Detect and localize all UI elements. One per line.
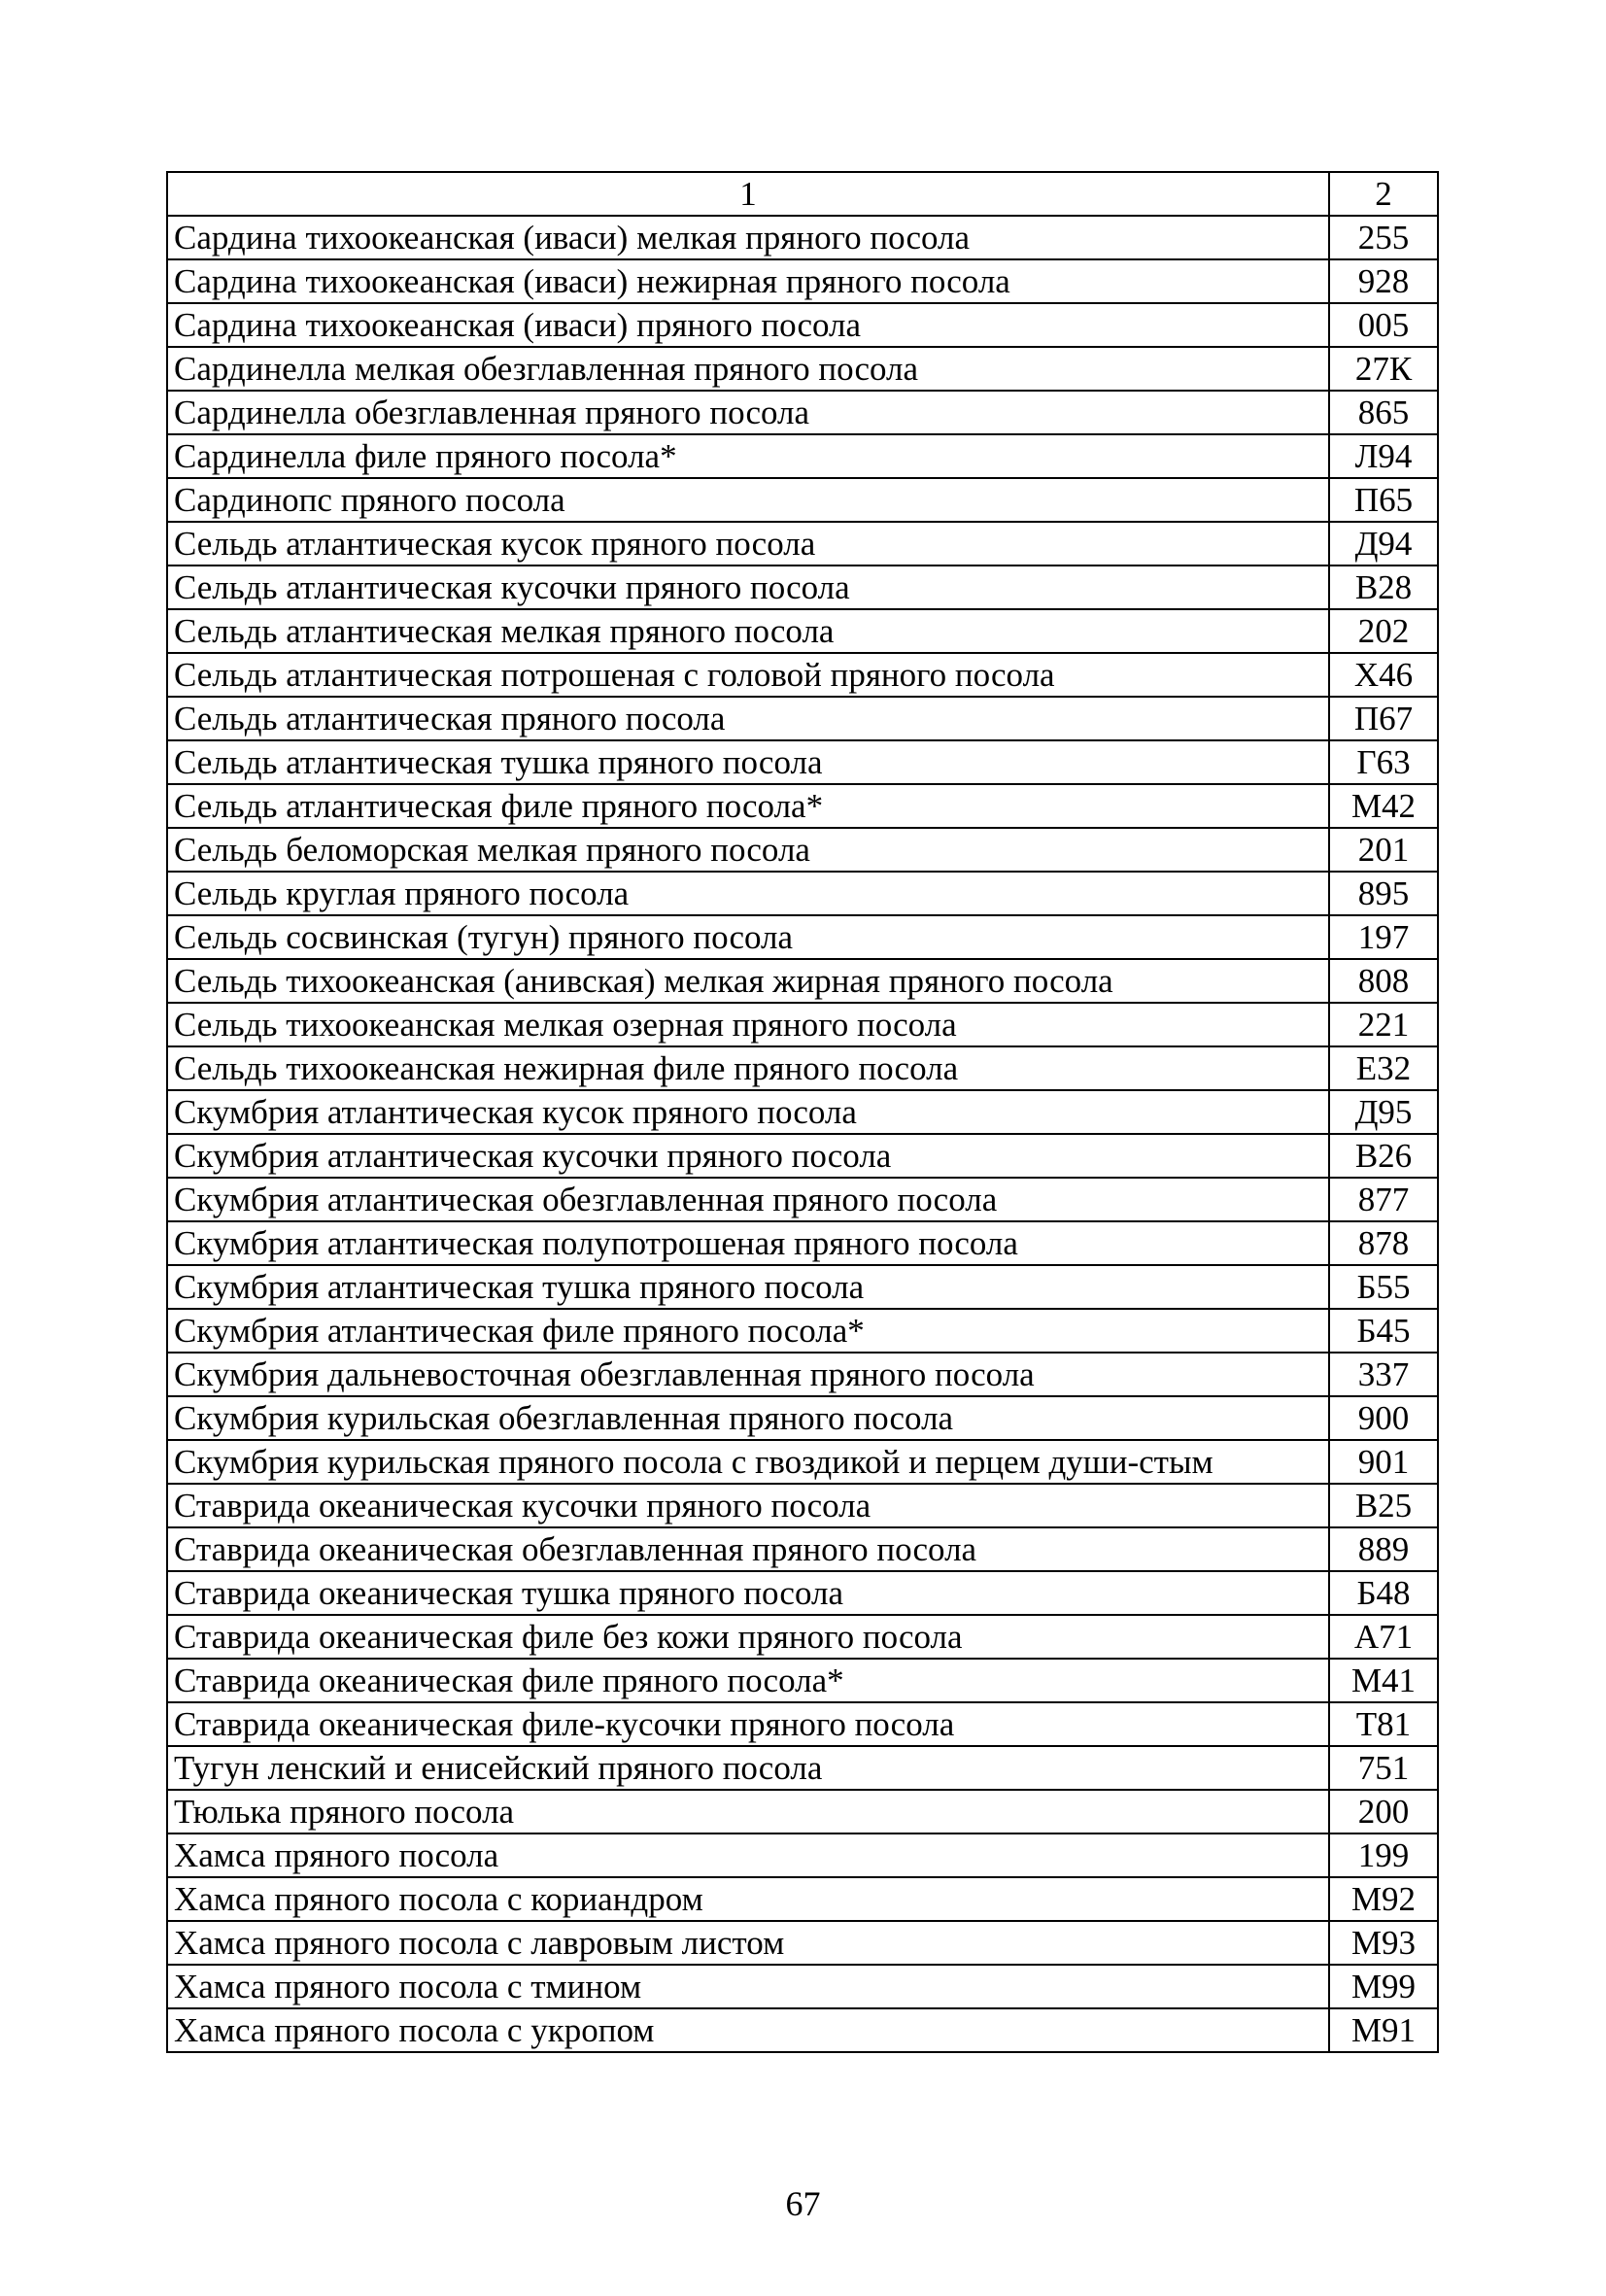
- product-name-cell: Сельдь тихоокеанская нежирная филе пряного посола: [167, 1046, 1329, 1090]
- product-code-cell: 005: [1329, 303, 1438, 347]
- table-row: [167, 1746, 1438, 1790]
- product-code-cell: 27К: [1329, 347, 1438, 391]
- product-code-cell: 808: [1329, 959, 1438, 1003]
- product-code-cell: 900: [1329, 1396, 1438, 1440]
- product-name-cell: Тюлька пряного посола: [167, 1790, 1329, 1833]
- product-code-cell: Х46: [1329, 653, 1438, 697]
- product-name-cell: Скумбрия атлантическая филе пряного посола*: [167, 1309, 1329, 1353]
- table-row: [167, 1003, 1438, 1046]
- table-row: [167, 740, 1438, 784]
- table-row: [167, 915, 1438, 959]
- table-row: [167, 1396, 1438, 1440]
- product-code-cell: П65: [1329, 478, 1438, 522]
- product-name-cell: Сельдь атлантическая филе пряного посола*: [167, 784, 1329, 828]
- table-row: [167, 1440, 1438, 1484]
- product-name-cell: Сельдь атлантическая тушка пряного посола: [167, 740, 1329, 784]
- product-name-cell: Скумбрия атлантическая кусочки пряного посола: [167, 1134, 1329, 1178]
- table-row: [167, 216, 1438, 259]
- table-row: [167, 1090, 1438, 1134]
- product-name-cell: Сардина тихоокеанская (иваси) мелкая пряного посола: [167, 216, 1329, 259]
- product-code-cell: 751: [1329, 1746, 1438, 1790]
- product-name-cell: Ставрида океаническая филе-кусочки пряного посола: [167, 1702, 1329, 1746]
- product-name-cell: Сардина тихоокеанская (иваси) нежирная пряного посола: [167, 259, 1329, 303]
- product-code-cell: 865: [1329, 391, 1438, 434]
- product-code-cell: М91: [1329, 2008, 1438, 2052]
- product-code-cell: Д95: [1329, 1090, 1438, 1134]
- table-row: [167, 478, 1438, 522]
- product-code-cell: Л94: [1329, 434, 1438, 478]
- column-header-1: 1: [167, 172, 1329, 216]
- table-row: [167, 1790, 1438, 1833]
- table-row: [167, 1659, 1438, 1702]
- column-header-2: 2: [1329, 172, 1438, 216]
- product-name-cell: Сельдь тихоокеанская мелкая озерная пряного посола: [167, 1003, 1329, 1046]
- table-row: [167, 1615, 1438, 1659]
- table-row: [167, 1484, 1438, 1527]
- product-name-cell: Ставрида океаническая кусочки пряного посола: [167, 1484, 1329, 1527]
- product-code-cell: П67: [1329, 697, 1438, 740]
- table-row: [167, 434, 1438, 478]
- product-name-cell: Хамса пряного посола: [167, 1833, 1329, 1877]
- product-code-cell: М93: [1329, 1921, 1438, 1965]
- product-name-cell: Скумбрия атлантическая полупотрошеная пряного посола: [167, 1221, 1329, 1265]
- product-code-cell: 337: [1329, 1353, 1438, 1396]
- product-code-cell: 255: [1329, 216, 1438, 259]
- table-row: [167, 1134, 1438, 1178]
- product-name-cell: Тугун ленский и енисейский пряного посола: [167, 1746, 1329, 1790]
- table-header-row: [167, 172, 1438, 216]
- product-name-cell: Хамса пряного посола с лавровым листом: [167, 1921, 1329, 1965]
- product-code-cell: В26: [1329, 1134, 1438, 1178]
- product-code-cell: 901: [1329, 1440, 1438, 1484]
- product-code-cell: М41: [1329, 1659, 1438, 1702]
- product-name-cell: Скумбрия дальневосточная обезглавленная пряного посола: [167, 1353, 1329, 1396]
- table-row: [167, 1178, 1438, 1221]
- page-number: 67: [785, 2184, 821, 2223]
- table-row: [167, 828, 1438, 872]
- table-row: [167, 1571, 1438, 1615]
- table-row: [167, 565, 1438, 609]
- table-row: [167, 872, 1438, 915]
- product-code-cell: 889: [1329, 1527, 1438, 1571]
- table-row: [167, 1309, 1438, 1353]
- table-row: [167, 2008, 1438, 2052]
- product-name-cell: Скумбрия курильская обезглавленная пряного посола: [167, 1396, 1329, 1440]
- product-name-cell: Сельдь атлантическая мелкая пряного посола: [167, 609, 1329, 653]
- product-name-cell: Скумбрия атлантическая обезглавленная пряного посола: [167, 1178, 1329, 1221]
- table-row: [167, 653, 1438, 697]
- table-row: [167, 1353, 1438, 1396]
- product-code-cell: М99: [1329, 1965, 1438, 2008]
- product-code-cell: 221: [1329, 1003, 1438, 1046]
- table-row: [167, 959, 1438, 1003]
- product-code-cell: В28: [1329, 565, 1438, 609]
- product-code-cell: 199: [1329, 1833, 1438, 1877]
- table-row: [167, 1702, 1438, 1746]
- table-row: [167, 1527, 1438, 1571]
- product-code-cell: 200: [1329, 1790, 1438, 1833]
- product-code-table: [166, 171, 1439, 2053]
- product-name-cell: Сельдь беломорская мелкая пряного посола: [167, 828, 1329, 872]
- product-code-cell: 202: [1329, 609, 1438, 653]
- table-row: [167, 259, 1438, 303]
- product-code-cell: Г63: [1329, 740, 1438, 784]
- table-body: [167, 172, 1438, 2052]
- table-row: [167, 784, 1438, 828]
- table-row: [167, 1265, 1438, 1309]
- table-row: [167, 1921, 1438, 1965]
- product-code-cell: Б55: [1329, 1265, 1438, 1309]
- product-name-cell: Сардина тихоокеанская (иваси) пряного посола: [167, 303, 1329, 347]
- table-row: [167, 1221, 1438, 1265]
- table-row: [167, 391, 1438, 434]
- product-code-cell: А71: [1329, 1615, 1438, 1659]
- product-code-cell: 928: [1329, 259, 1438, 303]
- product-name-cell: Сельдь круглая пряного посола: [167, 872, 1329, 915]
- product-name-cell: Ставрида океаническая филе без кожи пряного посола: [167, 1615, 1329, 1659]
- product-code-cell: 895: [1329, 872, 1438, 915]
- product-name-cell: Ставрида океаническая тушка пряного посола: [167, 1571, 1329, 1615]
- product-name-cell: Сардинопс пряного посола: [167, 478, 1329, 522]
- product-code-cell: 877: [1329, 1178, 1438, 1221]
- product-code-cell: Б48: [1329, 1571, 1438, 1615]
- product-name-cell: Сельдь сосвинская (тугун) пряного посола: [167, 915, 1329, 959]
- product-name-cell: Сельдь атлантическая кусочки пряного посола: [167, 565, 1329, 609]
- table-row: [167, 303, 1438, 347]
- table-row: [167, 697, 1438, 740]
- table-row: [167, 1046, 1438, 1090]
- table-row: [167, 1877, 1438, 1921]
- product-name-cell: Хамса пряного посола с укропом: [167, 2008, 1329, 2052]
- product-name-cell: Сардинелла обезглавленная пряного посола: [167, 391, 1329, 434]
- product-name-cell: Сардинелла мелкая обезглавленная пряного посола: [167, 347, 1329, 391]
- table-row: [167, 1965, 1438, 2008]
- product-code-cell: М92: [1329, 1877, 1438, 1921]
- product-code-cell: 201: [1329, 828, 1438, 872]
- product-name-cell: Сельдь тихоокеанская (анивская) мелкая жирная пряного посола: [167, 959, 1329, 1003]
- product-name-cell: Скумбрия курильская пряного посола с гвоздикой и перцем души-стым: [167, 1440, 1329, 1484]
- product-name-cell: Хамса пряного посола с тмином: [167, 1965, 1329, 2008]
- product-name-cell: Ставрида океаническая филе пряного посола*: [167, 1659, 1329, 1702]
- product-code-cell: Д94: [1329, 522, 1438, 565]
- product-code-cell: 878: [1329, 1221, 1438, 1265]
- product-name-cell: Сельдь атлантическая потрошеная с головой пряного посола: [167, 653, 1329, 697]
- table-row: [167, 522, 1438, 565]
- product-code-cell: Б45: [1329, 1309, 1438, 1353]
- product-name-cell: Хамса пряного посола с кориандром: [167, 1877, 1329, 1921]
- product-code-cell: Е32: [1329, 1046, 1438, 1090]
- product-name-cell: Сельдь атлантическая пряного посола: [167, 697, 1329, 740]
- product-code-cell: 197: [1329, 915, 1438, 959]
- table-row: [167, 347, 1438, 391]
- product-code-cell: В25: [1329, 1484, 1438, 1527]
- table-row: [167, 609, 1438, 653]
- product-code-cell: Т81: [1329, 1702, 1438, 1746]
- product-name-cell: Скумбрия атлантическая кусок пряного посола: [167, 1090, 1329, 1134]
- product-name-cell: Сельдь атлантическая кусок пряного посола: [167, 522, 1329, 565]
- product-code-cell: М42: [1329, 784, 1438, 828]
- product-name-cell: Скумбрия атлантическая тушка пряного посола: [167, 1265, 1329, 1309]
- table-row: [167, 1833, 1438, 1877]
- product-name-cell: Сардинелла филе пряного посола*: [167, 434, 1329, 478]
- product-name-cell: Ставрида океаническая обезглавленная пряного посола: [167, 1527, 1329, 1571]
